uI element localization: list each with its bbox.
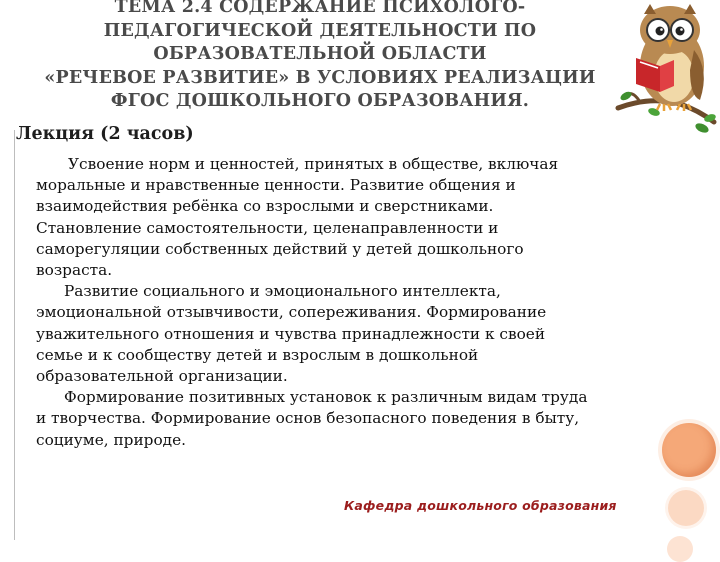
body-line: взаимодействия ребёнка со взрослыми и сверстниками.	[36, 197, 494, 216]
slide-title	[20, 0, 620, 114]
body-line: Развитие социального и эмоционального интеллекта,	[64, 282, 501, 301]
decorative-circles	[655, 420, 720, 540]
body-line: образовательной организации.	[36, 367, 288, 386]
title-line: ПЕДАГОГИЧЕСКОЙ ДЕЯТЕЛЬНОСТИ ПО	[103, 20, 537, 41]
medium-peach-circle	[668, 490, 704, 526]
body-text	[36, 154, 696, 451]
body-line: саморегуляции собственных действий у детей дошкольного	[36, 239, 524, 258]
department-footer: Кафедра дошкольного образования	[344, 498, 617, 513]
left-border-line	[14, 130, 15, 540]
body-line: уважительного отношения и чувства принадлежности к своей	[36, 324, 546, 343]
body-line: моральные и нравственные ценности. Развитие общения и	[36, 176, 516, 195]
body-line: эмоциональной отзывчивости, сопереживания. Формирование	[36, 303, 547, 322]
body-line: Формирование позитивных установок к различным видам труда	[64, 388, 588, 407]
title-line: ТЕМА 2.4 СОДЕРЖАНИЕ ПСИХОЛОГО-	[114, 0, 526, 17]
body-line: социуме, природе.	[36, 430, 187, 449]
body-line: и творчества. Формирование основ безопасного поведения в быту,	[36, 409, 580, 428]
title-line: ОБРАЗОВАТЕЛЬНОЙ ОБЛАСТИ	[153, 44, 487, 64]
owl-with-book-icon	[610, 0, 720, 140]
title-line: «РЕЧЕВОЕ РАЗВИТИЕ» В УСЛОВИЯХ РЕАЛИЗАЦИИ	[44, 67, 596, 88]
large-orange-circle	[662, 423, 716, 477]
body-line: семье и к сообществу детей и взрослым в дошкольной	[36, 345, 479, 364]
lecture-subtitle: Лекция (2 часов)	[16, 124, 194, 144]
body-line: Усвоение норм и ценностей, принятых в обществе, включая	[68, 155, 559, 173]
body-line: возраста.	[36, 261, 113, 280]
body-line: Становление самостоятельности, целенаправленности и	[36, 218, 499, 237]
title-line: ФГОС ДОШКОЛЬНОГО ОБРАЗОВАНИЯ.	[110, 91, 530, 111]
